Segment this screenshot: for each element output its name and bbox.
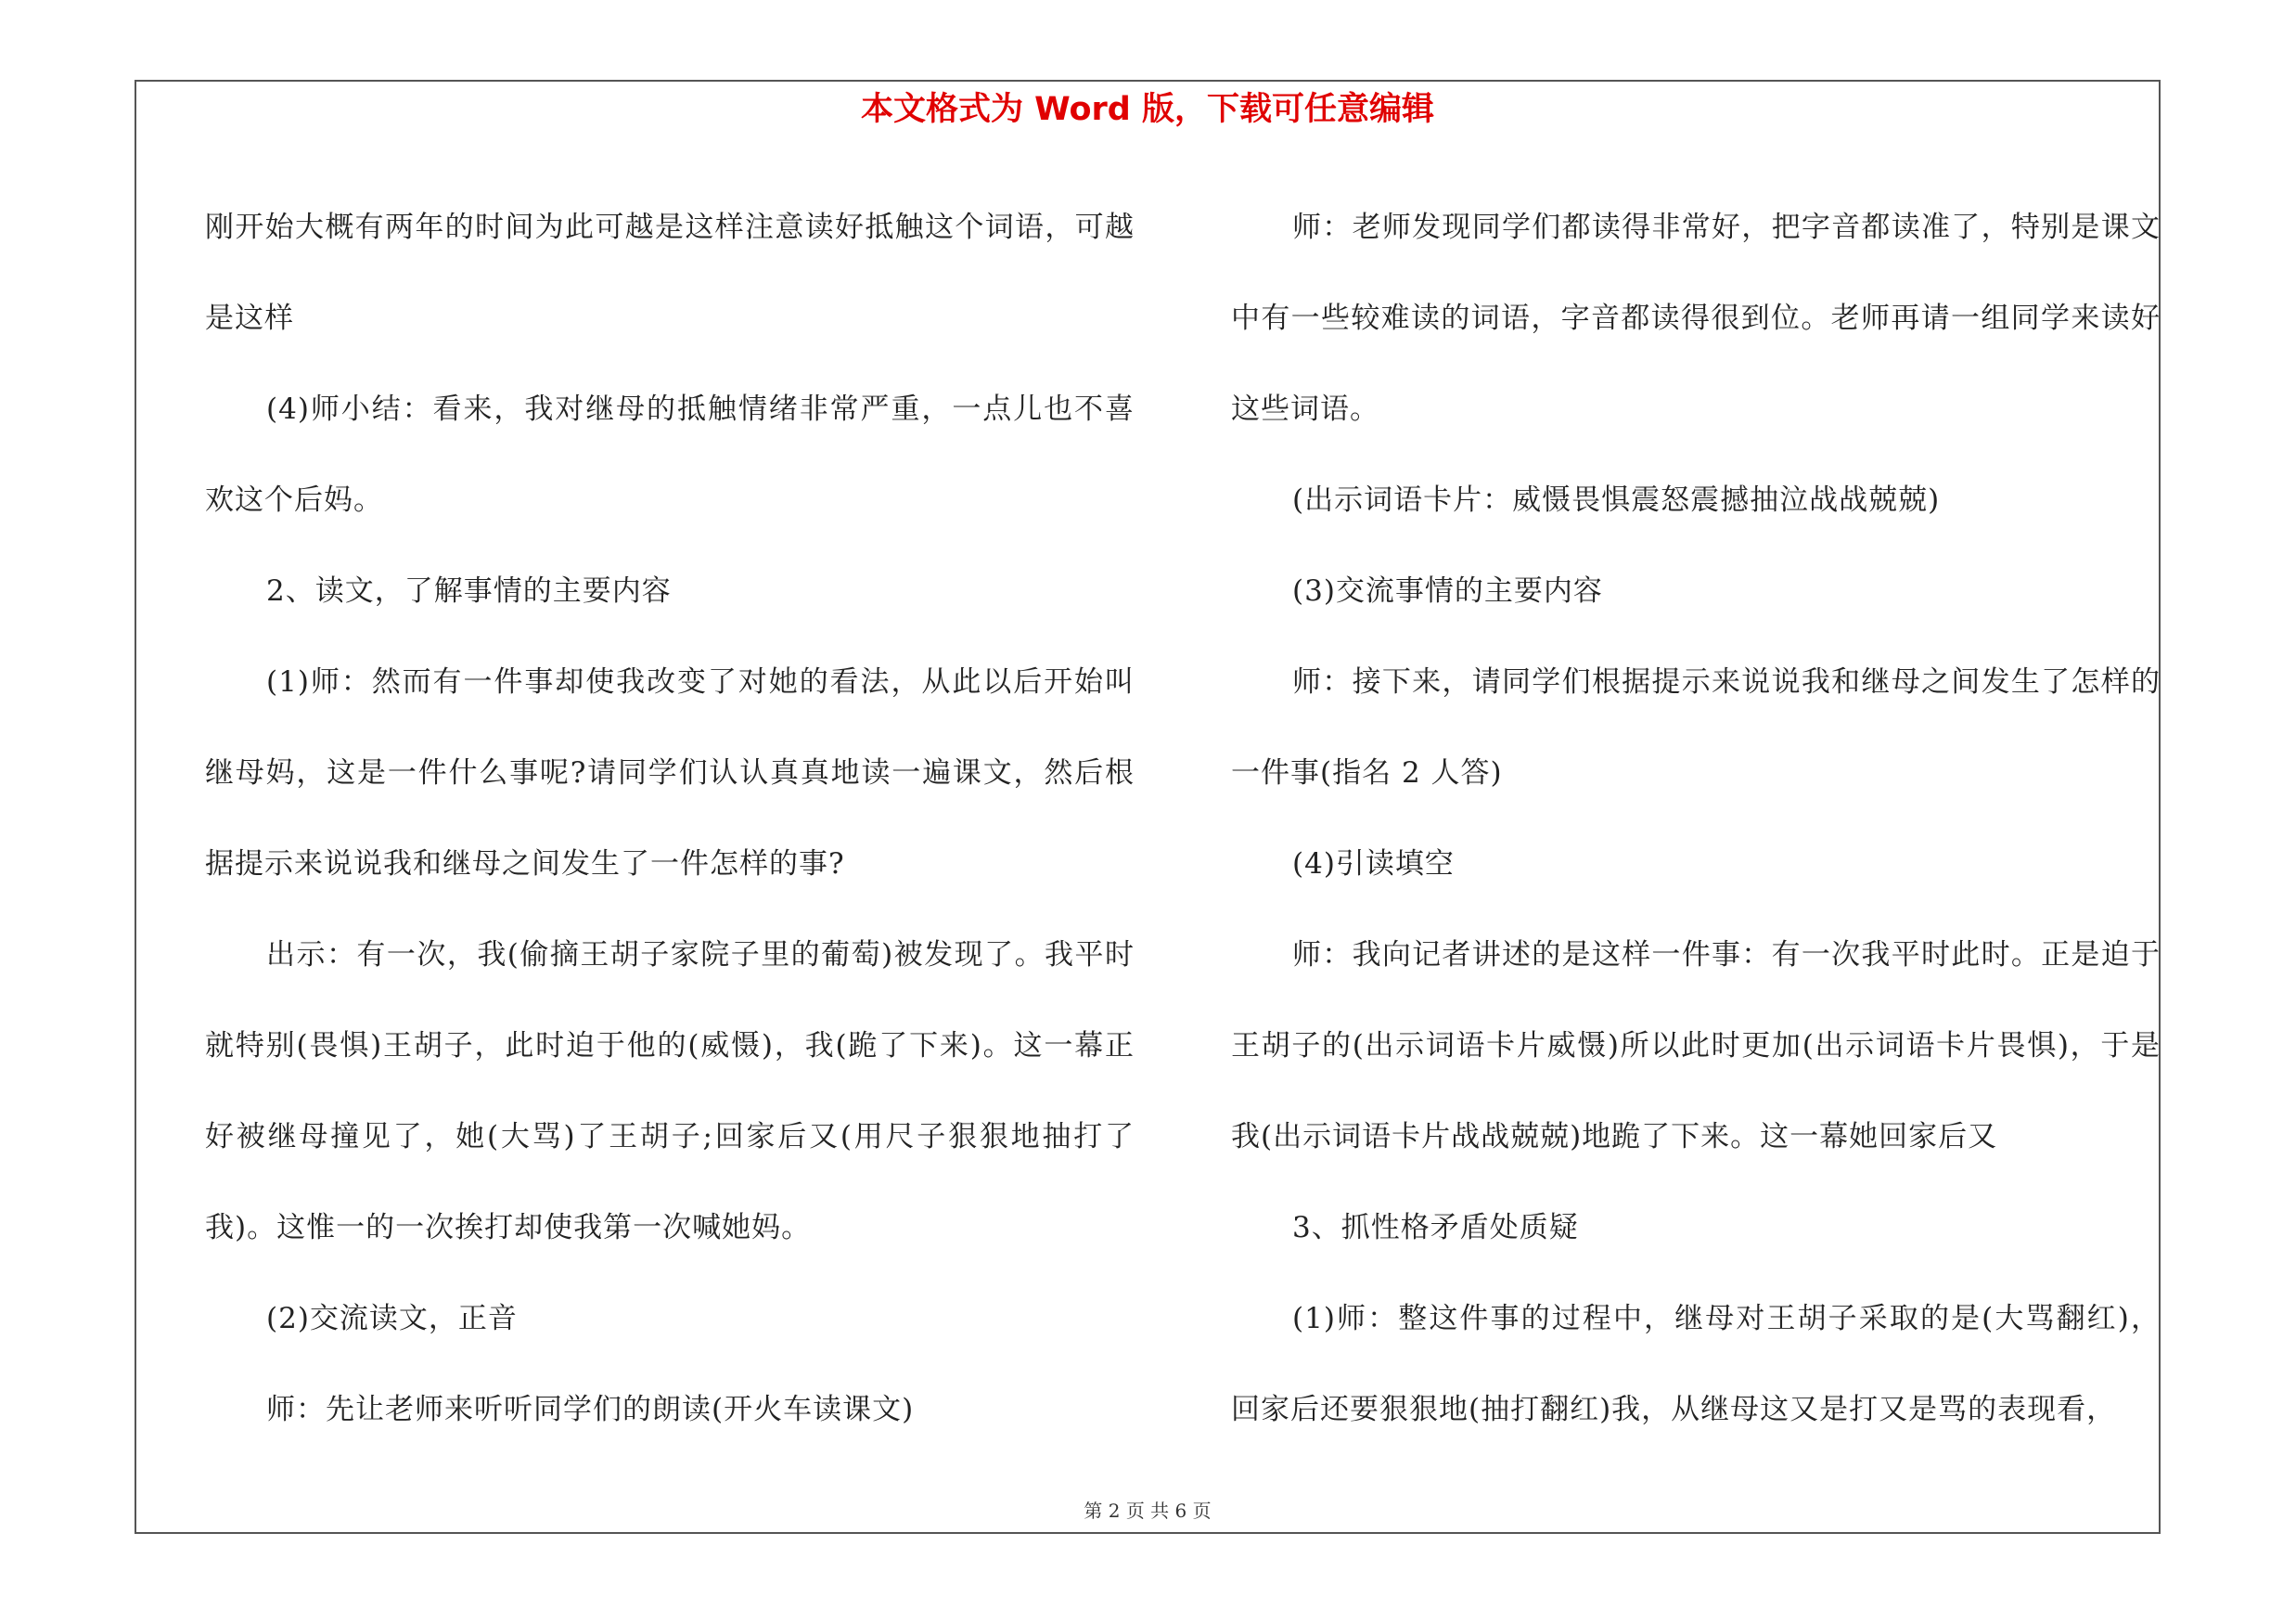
right-paragraph-3: (3)交流事情的主要内容: [1292, 574, 1603, 608]
left-paragraph-2: (4)师小结：看来，我对继母的抵触情绪非常严重，一点儿也不喜欢这个后妈。: [205, 393, 1135, 517]
right-paragraph-6: 师：我向记者讲述的是这样一件事：有一次我平时此时。正是迫于王胡子的(出示词语卡片威慑)所以此时更加(出示词语卡片畏惧)，于是我(出示词语卡片战战兢兢)地跪了下来。这一幕她回家后又: [1231, 938, 2161, 1153]
left-column: [205, 182, 1135, 1455]
page-footer: 第 2 页 共 6 页: [1084, 1500, 1212, 1522]
right-paragraph-4: 师：接下来，请同学们根据提示来说说我和继母之间发生了怎样的一件事(指名 2 人答): [1231, 665, 2161, 790]
right-paragraph-5: (4)引读填空: [1292, 847, 1455, 881]
page-header-title: 本文格式为 Word 版，下载可任意编辑: [860, 91, 1435, 128]
right-paragraph-2: (出示词语卡片：威慑畏惧震怒震撼抽泣战战兢兢): [1292, 483, 1941, 517]
left-paragraph-1: 刚开始大概有两年的时间为此可越是这样注意读好抵触这个词语，可越是这样: [205, 211, 1135, 335]
page-frame: [135, 80, 2161, 1534]
right-paragraph-8: (1)师：整这件事的过程中，继母对王胡子采取的是(大骂翻红)，回家后还要狠狠地(抽打翻红)我，从继母这又是打又是骂的表现看，: [1231, 1302, 2161, 1426]
left-paragraph-5: 出示：有一次，我(偷摘王胡子家院子里的葡萄)被发现了。我平时就特别(畏惧)王胡子，此时迫于他的(威慑)，我(跪了下来)。这一幕正好被继母撞见了，她(大骂)了王胡子;回家后又(用尺子狠狠地抽打了我)。这惟一的一次挨打却使我第一次喊她妈。: [205, 938, 1135, 1244]
right-paragraph-1: 师：老师发现同学们都读得非常好，把字音都读准了，特别是课文中有一些较难读的词语，字音都读得很到位。老师再请一组同学来读好这些词语。: [1231, 211, 2161, 426]
left-paragraph-6: (2)交流读文，正音: [266, 1302, 518, 1335]
right-column: [1231, 182, 2161, 1455]
left-paragraph-7: 师：先让老师来听听同学们的朗读(开火车读课文): [266, 1393, 915, 1426]
left-paragraph-4: (1)师：然而有一件事却使我改变了对她的看法，从此以后开始叫继母妈，这是一件什么事呢?请同学们认认真真地读一遍课文，然后根据提示来说说我和继母之间发生了一件怎样的事?: [205, 665, 1135, 881]
right-paragraph-7: 3、抓性格矛盾处质疑: [1292, 1211, 1579, 1244]
left-paragraph-3: 2、读文，了解事情的主要内容: [266, 574, 672, 608]
